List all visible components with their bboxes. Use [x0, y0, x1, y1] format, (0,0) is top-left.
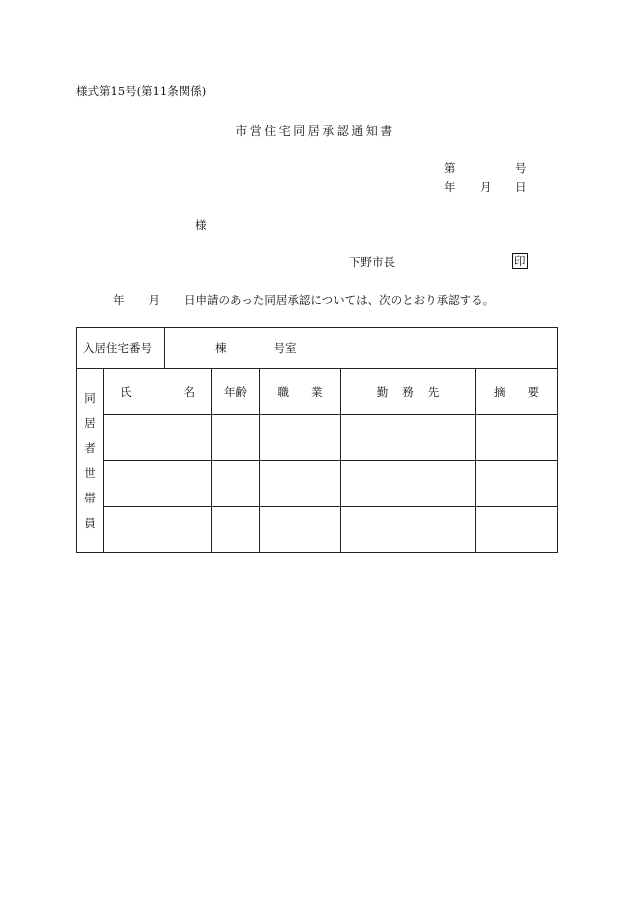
table-header-row [77, 369, 558, 415]
addressee-honorific: 様 [195, 218, 207, 232]
group-label-char: 世 [84, 465, 96, 480]
table-row [77, 507, 558, 553]
age-cell[interactable] [212, 461, 260, 507]
remarks-cell[interactable] [476, 507, 558, 553]
body-sentence: 日申請のあった同居承認については、次のとおり承認する。 [184, 293, 495, 307]
workplace-cell[interactable] [341, 507, 476, 553]
workplace-header-c: 先 [427, 384, 440, 399]
workplace-cell[interactable] [341, 461, 476, 507]
date-month-label: 月 [480, 180, 492, 194]
issuer-name: 下野市長 [349, 255, 395, 269]
column-header-name [104, 369, 212, 415]
workplace-cell[interactable] [341, 415, 476, 461]
name-cell[interactable] [104, 507, 212, 553]
age-cell[interactable] [212, 415, 260, 461]
residence-value-cell[interactable] [165, 328, 558, 369]
remarks-header-a: 摘 [494, 384, 506, 399]
occupation-header-b: 業 [311, 384, 323, 399]
remarks-cell[interactable] [476, 415, 558, 461]
date-year-label: 年 [444, 180, 456, 194]
cohabitant-table [76, 327, 558, 553]
occupation-cell[interactable] [260, 507, 341, 553]
name-cell[interactable] [104, 415, 212, 461]
remarks-header-b: 要 [527, 384, 539, 399]
residence-label: 入居住宅番号 [77, 328, 165, 369]
body-text [113, 292, 494, 308]
table-row [77, 461, 558, 507]
cohabitant-group-label [77, 369, 104, 553]
body-year-label: 年 [113, 293, 125, 307]
workplace-header-a: 勤 [376, 384, 389, 399]
group-label-char: 同 [84, 390, 96, 405]
seal-mark: 印 [514, 254, 526, 268]
body-month-label: 月 [148, 293, 160, 307]
group-label-char: 員 [84, 515, 96, 530]
column-header-workplace [341, 369, 476, 415]
workplace-header-b: 務 [402, 384, 414, 399]
name-header-a: 氏 [120, 384, 132, 399]
occupation-cell[interactable] [260, 415, 341, 461]
reference-number-suffix: 号 [515, 161, 527, 175]
residence-row [77, 328, 558, 369]
reference-number-prefix: 第 [444, 161, 456, 175]
column-header-occupation [260, 369, 341, 415]
document-title: 市営住宅同居承認通知書 [235, 124, 395, 138]
name-cell[interactable] [104, 461, 212, 507]
group-label-char: 帯 [84, 490, 96, 505]
date-day-label: 日 [515, 180, 527, 194]
occupation-cell[interactable] [260, 461, 341, 507]
occupation-header-a: 職 [277, 384, 289, 399]
residence-building-label: 棟 [215, 341, 227, 355]
residence-room-label: 号室 [273, 341, 297, 355]
column-header-remarks [476, 369, 558, 415]
remarks-cell[interactable] [476, 461, 558, 507]
group-label-char: 者 [84, 440, 96, 455]
column-header-age: 年齢 [212, 369, 260, 415]
name-header-b: 名 [183, 384, 195, 399]
group-label-char: 居 [84, 415, 96, 430]
form-number: 様式第15号(第11条関係) [76, 84, 207, 98]
table-row [77, 415, 558, 461]
age-cell[interactable] [212, 507, 260, 553]
